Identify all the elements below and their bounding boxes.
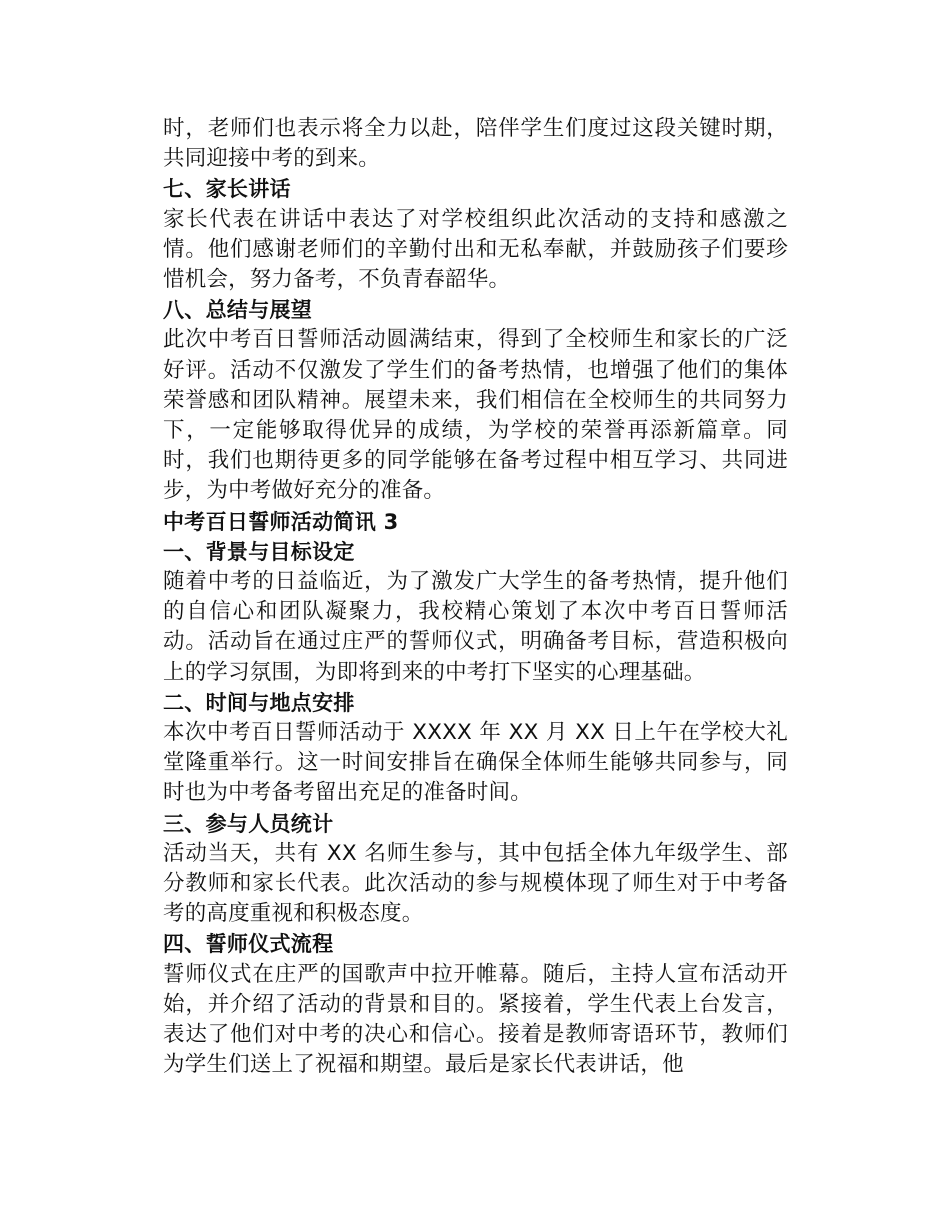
section-heading-3: 三、参与人员统计 xyxy=(163,811,334,836)
document-body xyxy=(163,114,788,1081)
document-title: 中考百日誓师活动简讯 3 xyxy=(163,509,399,534)
paragraph: 此次中考百日誓师活动圆满结束，得到了全校师生和家长的广泛好评。活动不仅激发了学生们的备考热情，也增强了他们的集体荣誉感和团队精神。展望未来，我们相信在全校师生的共同努力下，一定能够取得优异的成绩，为学校的荣誉再添新篇章。同时，我们也期待更多的同学能够在备考过程中相互学习、共同进步，为中考做好充分的准备。 xyxy=(163,327,788,504)
paragraph: 誓师仪式在庄严的国歌声中拉开帷幕。随后，主持人宣布活动开始，并介绍了活动的背景和目的。紧接着，学生代表上台发言，表达了他们对中考的决心和信心。接着是教师寄语环节，教师们为学生们送上了祝福和期望。最后是家长代表讲话，他 xyxy=(163,961,788,1078)
paragraph: 家长代表在讲话中表达了对学校组织此次活动的支持和感激之情。他们感谢老师们的辛勤付出和无私奉献，并鼓励孩子们要珍惜机会，努力备考，不负青春韶华。 xyxy=(163,206,788,293)
section-heading-1: 一、背景与目标设定 xyxy=(163,539,355,564)
section-heading-7: 七、家长讲话 xyxy=(163,177,291,202)
paragraph: 活动当天，共有 XX 名师生参与，其中包括全体九年级学生、部分教师和家长代表。此次活动的参与规模体现了师生对于中考备考的高度重视和积极态度。 xyxy=(163,840,788,927)
section-heading-4: 四、誓师仪式流程 xyxy=(163,932,334,957)
section-heading-8: 八、总结与展望 xyxy=(163,298,313,323)
paragraph: 本次中考百日誓师活动于 XXXX 年 XX 月 XX 日上午在学校大礼堂隆重举行。这一时间安排旨在确保全体师生能够共同参与，同时也为中考备考留出充足的准备时间。 xyxy=(163,720,788,806)
section-heading-2: 二、时间与地点安排 xyxy=(163,690,355,715)
paragraph: 随着中考的日益临近，为了激发广大学生的备考热情，提升他们的自信心和团队凝聚力，我校精心策划了本次中考百日誓师活动。活动旨在通过庄严的誓师仪式，明确备考目标，营造积极向上的学习氛围，为即将到来的中考打下坚实的心理基础。 xyxy=(163,569,788,685)
paragraph: 时，老师们也表示将全力以赴，陪伴学生们度过这段关键时期，共同迎接中考的到来。 xyxy=(163,116,788,172)
